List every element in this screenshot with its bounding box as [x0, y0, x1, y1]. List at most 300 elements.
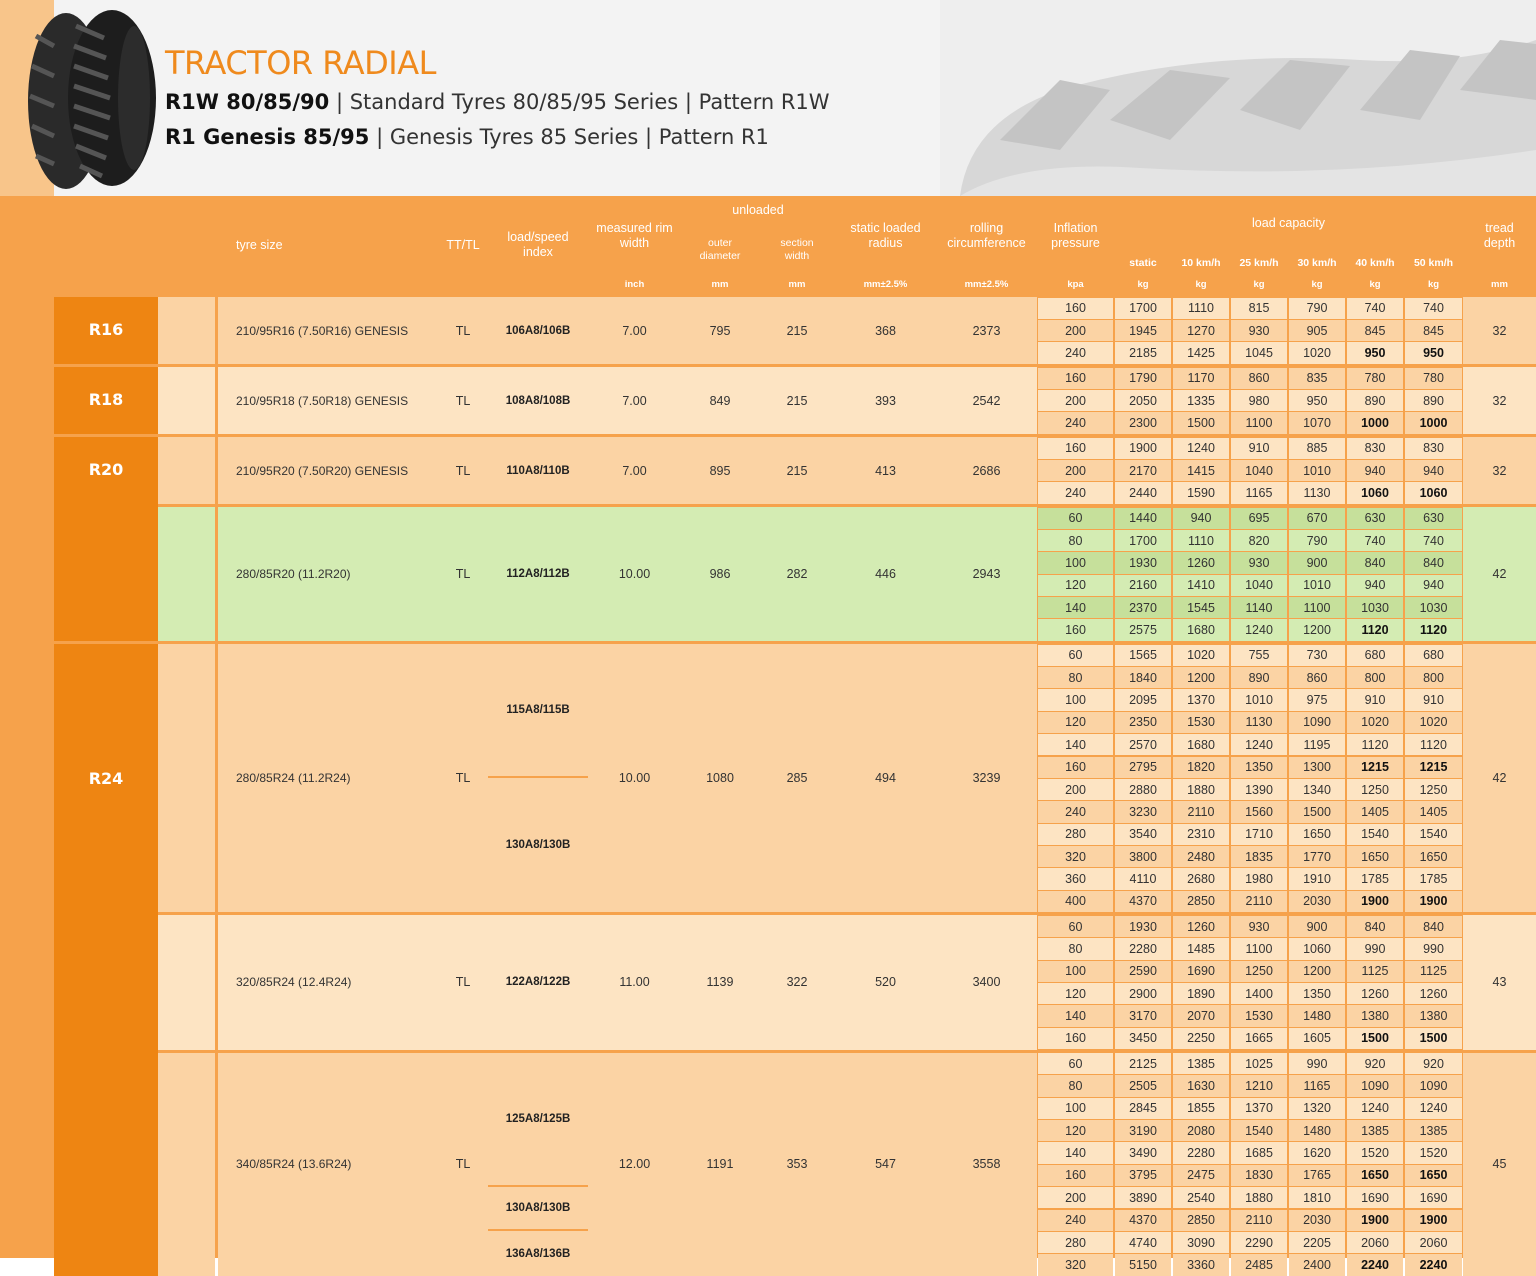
load-cell: 1540 — [1405, 824, 1462, 845]
rim-size-label-r20: R20 — [54, 437, 158, 501]
load-cell: 1900 — [1347, 891, 1403, 912]
load-cell: 1710 — [1231, 824, 1287, 845]
load-cell: 1945 — [1115, 320, 1171, 341]
load-cell: 3190 — [1115, 1120, 1171, 1141]
col-tt-tl: TT/TL — [438, 196, 488, 294]
pressure-cell: 160 — [1038, 368, 1113, 389]
tt-tl-cell: TL — [438, 915, 488, 1049]
load-cell: 1540 — [1347, 824, 1403, 845]
load-cell: 3230 — [1115, 801, 1171, 822]
load-cell: 1170 — [1173, 368, 1229, 389]
outer-diameter-cell: 1080 — [681, 644, 759, 912]
subtitle-2-bold: R1 Genesis 85/95 — [165, 125, 370, 149]
left-orange-bar — [0, 196, 54, 1258]
group-spacer — [158, 507, 215, 641]
load-cell: 1240 — [1231, 619, 1287, 640]
load-cell: 890 — [1347, 390, 1403, 411]
load-cell: 1130 — [1231, 712, 1287, 733]
load-cell: 3490 — [1115, 1142, 1171, 1163]
load-speed-index-cell: 115A8/115B — [488, 644, 588, 776]
load-cell: 1260 — [1405, 983, 1462, 1004]
rim-width-cell: 7.00 — [588, 367, 681, 434]
load-cell: 1560 — [1231, 801, 1287, 822]
load-cell: 1200 — [1289, 961, 1345, 982]
load-cell: 1980 — [1231, 868, 1287, 889]
load-cell: 1700 — [1115, 530, 1171, 551]
load-cell: 1020 — [1347, 712, 1403, 733]
load-cell: 1010 — [1289, 575, 1345, 596]
load-cell: 1785 — [1405, 868, 1462, 889]
load-cell: 2850 — [1173, 1210, 1229, 1231]
rim-size-label-r24: R24 — [54, 746, 158, 810]
load-cell: 1530 — [1173, 712, 1229, 733]
load-cell: 2900 — [1115, 983, 1171, 1004]
load-cell: 630 — [1347, 508, 1403, 529]
load-cell: 830 — [1405, 438, 1462, 459]
load-cell: 1900 — [1115, 438, 1171, 459]
col-static-radius: static loaded radius — [835, 196, 936, 276]
load-cell: 920 — [1347, 1053, 1403, 1074]
pressure-cell: 120 — [1038, 983, 1113, 1004]
load-cell: 1380 — [1347, 1005, 1403, 1026]
load-cell: 1685 — [1231, 1142, 1287, 1163]
load-speed-index-cell: 108A8/108B — [488, 367, 588, 434]
load-cell: 920 — [1405, 1053, 1462, 1074]
outer-diameter-cell: 849 — [681, 367, 759, 434]
subtitle-line-2 — [165, 125, 769, 149]
load-cell: 3360 — [1173, 1254, 1229, 1275]
pressure-cell: 240 — [1038, 342, 1113, 363]
pressure-cell: 60 — [1038, 1053, 1113, 1074]
load-speed-index-cell: 122A8/122B — [488, 915, 588, 1049]
load-cell: 2795 — [1115, 757, 1171, 778]
col-unloaded: unloaded — [681, 196, 835, 224]
load-cell: 800 — [1347, 667, 1403, 688]
load-cell: 1770 — [1289, 846, 1345, 867]
pressure-cell: 120 — [1038, 1120, 1113, 1141]
load-cell: 1260 — [1347, 983, 1403, 1004]
load-cell: 1650 — [1347, 1165, 1403, 1186]
load-cell: 2880 — [1115, 779, 1171, 800]
pressure-cell: 60 — [1038, 645, 1113, 666]
pressure-cell: 240 — [1038, 412, 1113, 433]
subtitle-2-rest: | Genesis Tyres 85 Series | Pattern R1 — [369, 125, 769, 149]
static-radius-cell: 413 — [835, 437, 936, 504]
rolling-circumference-cell: 3558 — [936, 1053, 1037, 1276]
pressure-cell: 320 — [1038, 1254, 1113, 1275]
load-cell: 2350 — [1115, 712, 1171, 733]
load-cell: 860 — [1289, 667, 1345, 688]
load-cell: 1385 — [1347, 1120, 1403, 1141]
load-cell: 1530 — [1231, 1005, 1287, 1026]
load-cell: 1260 — [1173, 552, 1229, 573]
load-cell: 1240 — [1405, 1098, 1462, 1119]
tt-tl-cell: TL — [438, 367, 488, 434]
load-cell: 1880 — [1231, 1187, 1287, 1208]
load-cell: 840 — [1405, 916, 1462, 937]
load-cell: 905 — [1289, 320, 1345, 341]
load-cell: 2060 — [1405, 1232, 1462, 1253]
load-cell: 1020 — [1405, 712, 1462, 733]
load-cell: 1900 — [1405, 1210, 1462, 1231]
load-cell: 1690 — [1347, 1187, 1403, 1208]
pressure-cell: 160 — [1038, 438, 1113, 459]
load-cell: 2280 — [1173, 1142, 1229, 1163]
load-cell: 1405 — [1405, 801, 1462, 822]
load-cell: 2300 — [1115, 412, 1171, 433]
pressure-cell: 160 — [1038, 619, 1113, 640]
load-cell: 1680 — [1173, 619, 1229, 640]
load-cell: 845 — [1405, 320, 1462, 341]
col-tread-depth: tread depth — [1463, 196, 1536, 276]
rim-width-cell: 11.00 — [588, 915, 681, 1049]
load-cell: 930 — [1231, 916, 1287, 937]
load-cell: 1215 — [1405, 757, 1462, 778]
load-cell: 2290 — [1231, 1232, 1287, 1253]
load-cell: 1100 — [1231, 412, 1287, 433]
load-cell: 1650 — [1405, 846, 1462, 867]
load-cell: 780 — [1405, 368, 1462, 389]
load-cell: 1390 — [1231, 779, 1287, 800]
load-cell: 1120 — [1347, 619, 1403, 640]
pressure-cell: 100 — [1038, 961, 1113, 982]
tyre-size-cell: 210/95R20 (7.50R20) GENESIS — [218, 437, 438, 504]
pressure-cell: 200 — [1038, 460, 1113, 481]
load-cell: 1930 — [1115, 552, 1171, 573]
load-cell: 980 — [1231, 390, 1287, 411]
load-cell: 2570 — [1115, 734, 1171, 755]
unit-kg-40: kg — [1346, 276, 1404, 294]
outer-diameter-cell: 895 — [681, 437, 759, 504]
load-cell: 4110 — [1115, 868, 1171, 889]
pressure-cell: 120 — [1038, 575, 1113, 596]
pressure-cell: 140 — [1038, 597, 1113, 618]
load-cell: 910 — [1231, 438, 1287, 459]
load-cell: 815 — [1231, 298, 1287, 319]
load-cell: 670 — [1289, 508, 1345, 529]
load-cell: 1340 — [1289, 779, 1345, 800]
load-cell: 1880 — [1173, 779, 1229, 800]
pressure-cell: 280 — [1038, 824, 1113, 845]
tread-depth-cell: 32 — [1463, 437, 1536, 504]
load-cell: 1120 — [1405, 734, 1462, 755]
load-cell: 1000 — [1405, 412, 1462, 433]
pressure-cell: 280 — [1038, 1232, 1113, 1253]
load-cell: 1040 — [1231, 575, 1287, 596]
pressure-cell: 160 — [1038, 757, 1113, 778]
col-rolling-circumference: rolling circumference — [936, 196, 1037, 276]
load-cell: 1790 — [1115, 368, 1171, 389]
rolling-circumference-cell: 2686 — [936, 437, 1037, 504]
outer-diameter-cell: 986 — [681, 507, 759, 641]
load-speed-index-cell: 106A8/106B — [488, 297, 588, 364]
load-cell: 2110 — [1173, 801, 1229, 822]
tt-tl-cell: TL — [438, 297, 488, 364]
load-cell: 1165 — [1289, 1075, 1345, 1096]
load-cell: 3800 — [1115, 846, 1171, 867]
tread-depth-cell: 45 — [1463, 1053, 1536, 1276]
load-cell: 950 — [1405, 342, 1462, 363]
load-cell: 860 — [1231, 368, 1287, 389]
load-cell: 1785 — [1347, 868, 1403, 889]
load-cell: 1060 — [1405, 482, 1462, 503]
tt-tl-cell: TL — [438, 644, 488, 912]
section-width-cell: 353 — [759, 1053, 835, 1276]
rolling-circumference-cell: 3400 — [936, 915, 1037, 1049]
load-cell: 2575 — [1115, 619, 1171, 640]
outer-diameter-cell: 1191 — [681, 1053, 759, 1276]
load-cell: 790 — [1289, 298, 1345, 319]
load-cell: 1020 — [1173, 645, 1229, 666]
load-cell: 1900 — [1347, 1210, 1403, 1231]
col-load-capacity: load capacity — [1114, 196, 1463, 250]
tt-tl-cell: TL — [438, 437, 488, 504]
load-cell: 1045 — [1231, 342, 1287, 363]
load-cell: 1240 — [1347, 1098, 1403, 1119]
load-cell: 930 — [1231, 552, 1287, 573]
tyre-size-cell: 210/95R16 (7.50R16) GENESIS — [218, 297, 438, 364]
load-cell: 820 — [1231, 530, 1287, 551]
load-cell: 1125 — [1405, 961, 1462, 982]
load-cell: 1010 — [1231, 689, 1287, 710]
rim-width-cell: 7.00 — [588, 437, 681, 504]
load-cell: 1590 — [1173, 482, 1229, 503]
load-cell: 1440 — [1115, 508, 1171, 529]
load-cell: 940 — [1347, 575, 1403, 596]
pressure-cell: 160 — [1038, 1028, 1113, 1049]
load-cell: 1520 — [1347, 1142, 1403, 1163]
load-cell: 1810 — [1289, 1187, 1345, 1208]
pressure-cell: 80 — [1038, 530, 1113, 551]
load-cell: 2250 — [1173, 1028, 1229, 1049]
load-cell: 5150 — [1115, 1254, 1171, 1275]
load-cell: 1930 — [1115, 916, 1171, 937]
load-cell: 3890 — [1115, 1187, 1171, 1208]
load-cell: 1380 — [1405, 1005, 1462, 1026]
rolling-circumference-cell: 2542 — [936, 367, 1037, 434]
tyre-tread-background — [940, 0, 1536, 196]
load-cell: 4370 — [1115, 891, 1171, 912]
load-cell: 1485 — [1173, 938, 1229, 959]
pressure-cell: 200 — [1038, 390, 1113, 411]
load-cell: 2480 — [1173, 846, 1229, 867]
load-cell: 2310 — [1173, 824, 1229, 845]
load-cell: 1820 — [1173, 757, 1229, 778]
load-cell: 1300 — [1289, 757, 1345, 778]
col-section-width: section width — [759, 224, 835, 276]
load-cell: 695 — [1231, 508, 1287, 529]
rim-size-label-r18: R18 — [54, 367, 158, 431]
group-spacer — [158, 367, 215, 434]
load-cell: 1250 — [1405, 779, 1462, 800]
unit-tread: mm — [1463, 276, 1536, 294]
pressure-cell: 140 — [1038, 734, 1113, 755]
rim-width-cell: 10.00 — [588, 644, 681, 912]
load-cell: 3795 — [1115, 1165, 1171, 1186]
load-cell: 4370 — [1115, 1210, 1171, 1231]
load-cell: 990 — [1289, 1053, 1345, 1074]
group-spacer — [158, 1053, 215, 1276]
load-cell: 1350 — [1289, 983, 1345, 1004]
load-cell: 1090 — [1347, 1075, 1403, 1096]
load-cell: 1350 — [1231, 757, 1287, 778]
load-cell: 845 — [1347, 320, 1403, 341]
load-cell: 3450 — [1115, 1028, 1171, 1049]
catalog-header — [0, 0, 1536, 196]
rim-column — [54, 644, 158, 1276]
load-cell: 1605 — [1289, 1028, 1345, 1049]
load-cell: 1415 — [1173, 460, 1229, 481]
load-cell: 885 — [1289, 438, 1345, 459]
unit-rim: inch — [588, 276, 681, 294]
load-cell: 4740 — [1115, 1232, 1171, 1253]
load-cell: 1120 — [1405, 619, 1462, 640]
col-static: static — [1114, 250, 1172, 276]
load-cell: 2160 — [1115, 575, 1171, 596]
load-cell: 3540 — [1115, 824, 1171, 845]
unit-rolling: mm±2.5% — [936, 276, 1037, 294]
tread-depth-cell: 32 — [1463, 297, 1536, 364]
load-cell: 830 — [1347, 438, 1403, 459]
unit-kg-30: kg — [1288, 276, 1346, 294]
tt-tl-cell: TL — [438, 1053, 488, 1276]
rolling-circumference-cell: 2943 — [936, 507, 1037, 641]
tt-tl-cell: TL — [438, 507, 488, 641]
load-cell: 2240 — [1405, 1254, 1462, 1275]
rim-width-cell: 7.00 — [588, 297, 681, 364]
load-cell: 1630 — [1173, 1075, 1229, 1096]
pressure-cell: 80 — [1038, 938, 1113, 959]
load-cell: 1690 — [1405, 1187, 1462, 1208]
tyre-size-cell: 340/85R24 (13.6R24) — [218, 1053, 438, 1276]
group-spacer — [158, 644, 215, 912]
unit-kg-static: kg — [1114, 276, 1172, 294]
load-cell: 2370 — [1115, 597, 1171, 618]
group-spacer — [158, 437, 215, 504]
load-cell: 2440 — [1115, 482, 1171, 503]
load-cell: 940 — [1347, 460, 1403, 481]
load-cell: 740 — [1347, 530, 1403, 551]
load-cell: 2240 — [1347, 1254, 1403, 1275]
col-10kmh: 10 km/h — [1172, 250, 1230, 276]
load-cell: 1270 — [1173, 320, 1229, 341]
load-cell: 1520 — [1405, 1142, 1462, 1163]
load-cell: 1765 — [1289, 1165, 1345, 1186]
load-cell: 840 — [1347, 552, 1403, 573]
load-cell: 2475 — [1173, 1165, 1229, 1186]
load-cell: 1070 — [1289, 412, 1345, 433]
col-25kmh: 25 km/h — [1230, 250, 1288, 276]
load-cell: 1215 — [1347, 757, 1403, 778]
load-cell: 2110 — [1231, 1210, 1287, 1231]
load-cell: 2060 — [1347, 1232, 1403, 1253]
unit-outer: mm — [681, 276, 759, 294]
col-rim-width: measured rim width — [588, 196, 681, 276]
load-cell: 1120 — [1347, 734, 1403, 755]
load-cell: 1030 — [1347, 597, 1403, 618]
load-cell: 840 — [1405, 552, 1462, 573]
load-cell: 1565 — [1115, 645, 1171, 666]
load-cell: 1855 — [1173, 1098, 1229, 1119]
col-50kmh: 50 km/h — [1404, 250, 1463, 276]
load-cell: 2050 — [1115, 390, 1171, 411]
outer-diameter-cell: 795 — [681, 297, 759, 364]
pressure-cell: 240 — [1038, 1210, 1113, 1231]
load-cell: 1540 — [1231, 1120, 1287, 1141]
load-cell: 1250 — [1231, 961, 1287, 982]
load-cell: 2540 — [1173, 1187, 1229, 1208]
load-cell: 1030 — [1405, 597, 1462, 618]
load-cell: 2850 — [1173, 891, 1229, 912]
load-cell: 1370 — [1231, 1098, 1287, 1119]
tyre-spec-table — [0, 196, 1536, 1272]
load-cell: 1480 — [1289, 1005, 1345, 1026]
load-speed-index-cell: 130A8/130B — [488, 778, 588, 912]
load-cell: 680 — [1405, 645, 1462, 666]
load-cell: 1405 — [1347, 801, 1403, 822]
load-cell: 740 — [1405, 298, 1462, 319]
col-inflation-pressure: Inflation pressure — [1037, 196, 1114, 276]
static-radius-cell: 520 — [835, 915, 936, 1049]
load-cell: 1650 — [1347, 846, 1403, 867]
pressure-cell: 200 — [1038, 1187, 1113, 1208]
pressure-cell: 80 — [1038, 1075, 1113, 1096]
load-cell: 2030 — [1289, 891, 1345, 912]
load-cell: 1890 — [1173, 983, 1229, 1004]
load-cell: 1060 — [1289, 938, 1345, 959]
pressure-cell: 100 — [1038, 1098, 1113, 1119]
load-cell: 2280 — [1115, 938, 1171, 959]
tyre-size-cell: 210/95R18 (7.50R18) GENESIS — [218, 367, 438, 434]
load-cell: 1010 — [1289, 460, 1345, 481]
pressure-cell: 140 — [1038, 1005, 1113, 1026]
col-30kmh: 30 km/h — [1288, 250, 1346, 276]
col-load-speed-index: load/speed index — [488, 196, 588, 294]
load-cell: 1690 — [1173, 961, 1229, 982]
load-cell: 630 — [1405, 508, 1462, 529]
outer-diameter-cell: 1139 — [681, 915, 759, 1049]
load-cell: 890 — [1405, 390, 1462, 411]
pressure-cell: 160 — [1038, 298, 1113, 319]
load-cell: 1040 — [1231, 460, 1287, 481]
load-cell: 1100 — [1289, 597, 1345, 618]
load-cell: 975 — [1289, 689, 1345, 710]
pressure-cell: 320 — [1038, 846, 1113, 867]
load-cell: 2505 — [1115, 1075, 1171, 1096]
load-cell: 1335 — [1173, 390, 1229, 411]
load-cell: 930 — [1231, 320, 1287, 341]
tyre-product-image — [14, 6, 164, 192]
load-cell: 1020 — [1289, 342, 1345, 363]
load-cell: 940 — [1405, 575, 1462, 596]
load-cell: 990 — [1347, 938, 1403, 959]
load-cell: 1900 — [1405, 891, 1462, 912]
load-cell: 2110 — [1231, 891, 1287, 912]
tread-depth-cell: 32 — [1463, 367, 1536, 434]
load-cell: 1425 — [1173, 342, 1229, 363]
load-cell: 1910 — [1289, 868, 1345, 889]
load-cell: 900 — [1289, 552, 1345, 573]
load-cell: 950 — [1289, 390, 1345, 411]
load-cell: 755 — [1231, 645, 1287, 666]
load-cell: 1385 — [1173, 1053, 1229, 1074]
pressure-cell: 240 — [1038, 482, 1113, 503]
load-cell: 1500 — [1347, 1028, 1403, 1049]
pressure-cell: 60 — [1038, 916, 1113, 937]
col-outer-diameter: outer diameter — [681, 224, 759, 276]
rim-width-cell: 10.00 — [588, 507, 681, 641]
load-cell: 1110 — [1173, 298, 1229, 319]
